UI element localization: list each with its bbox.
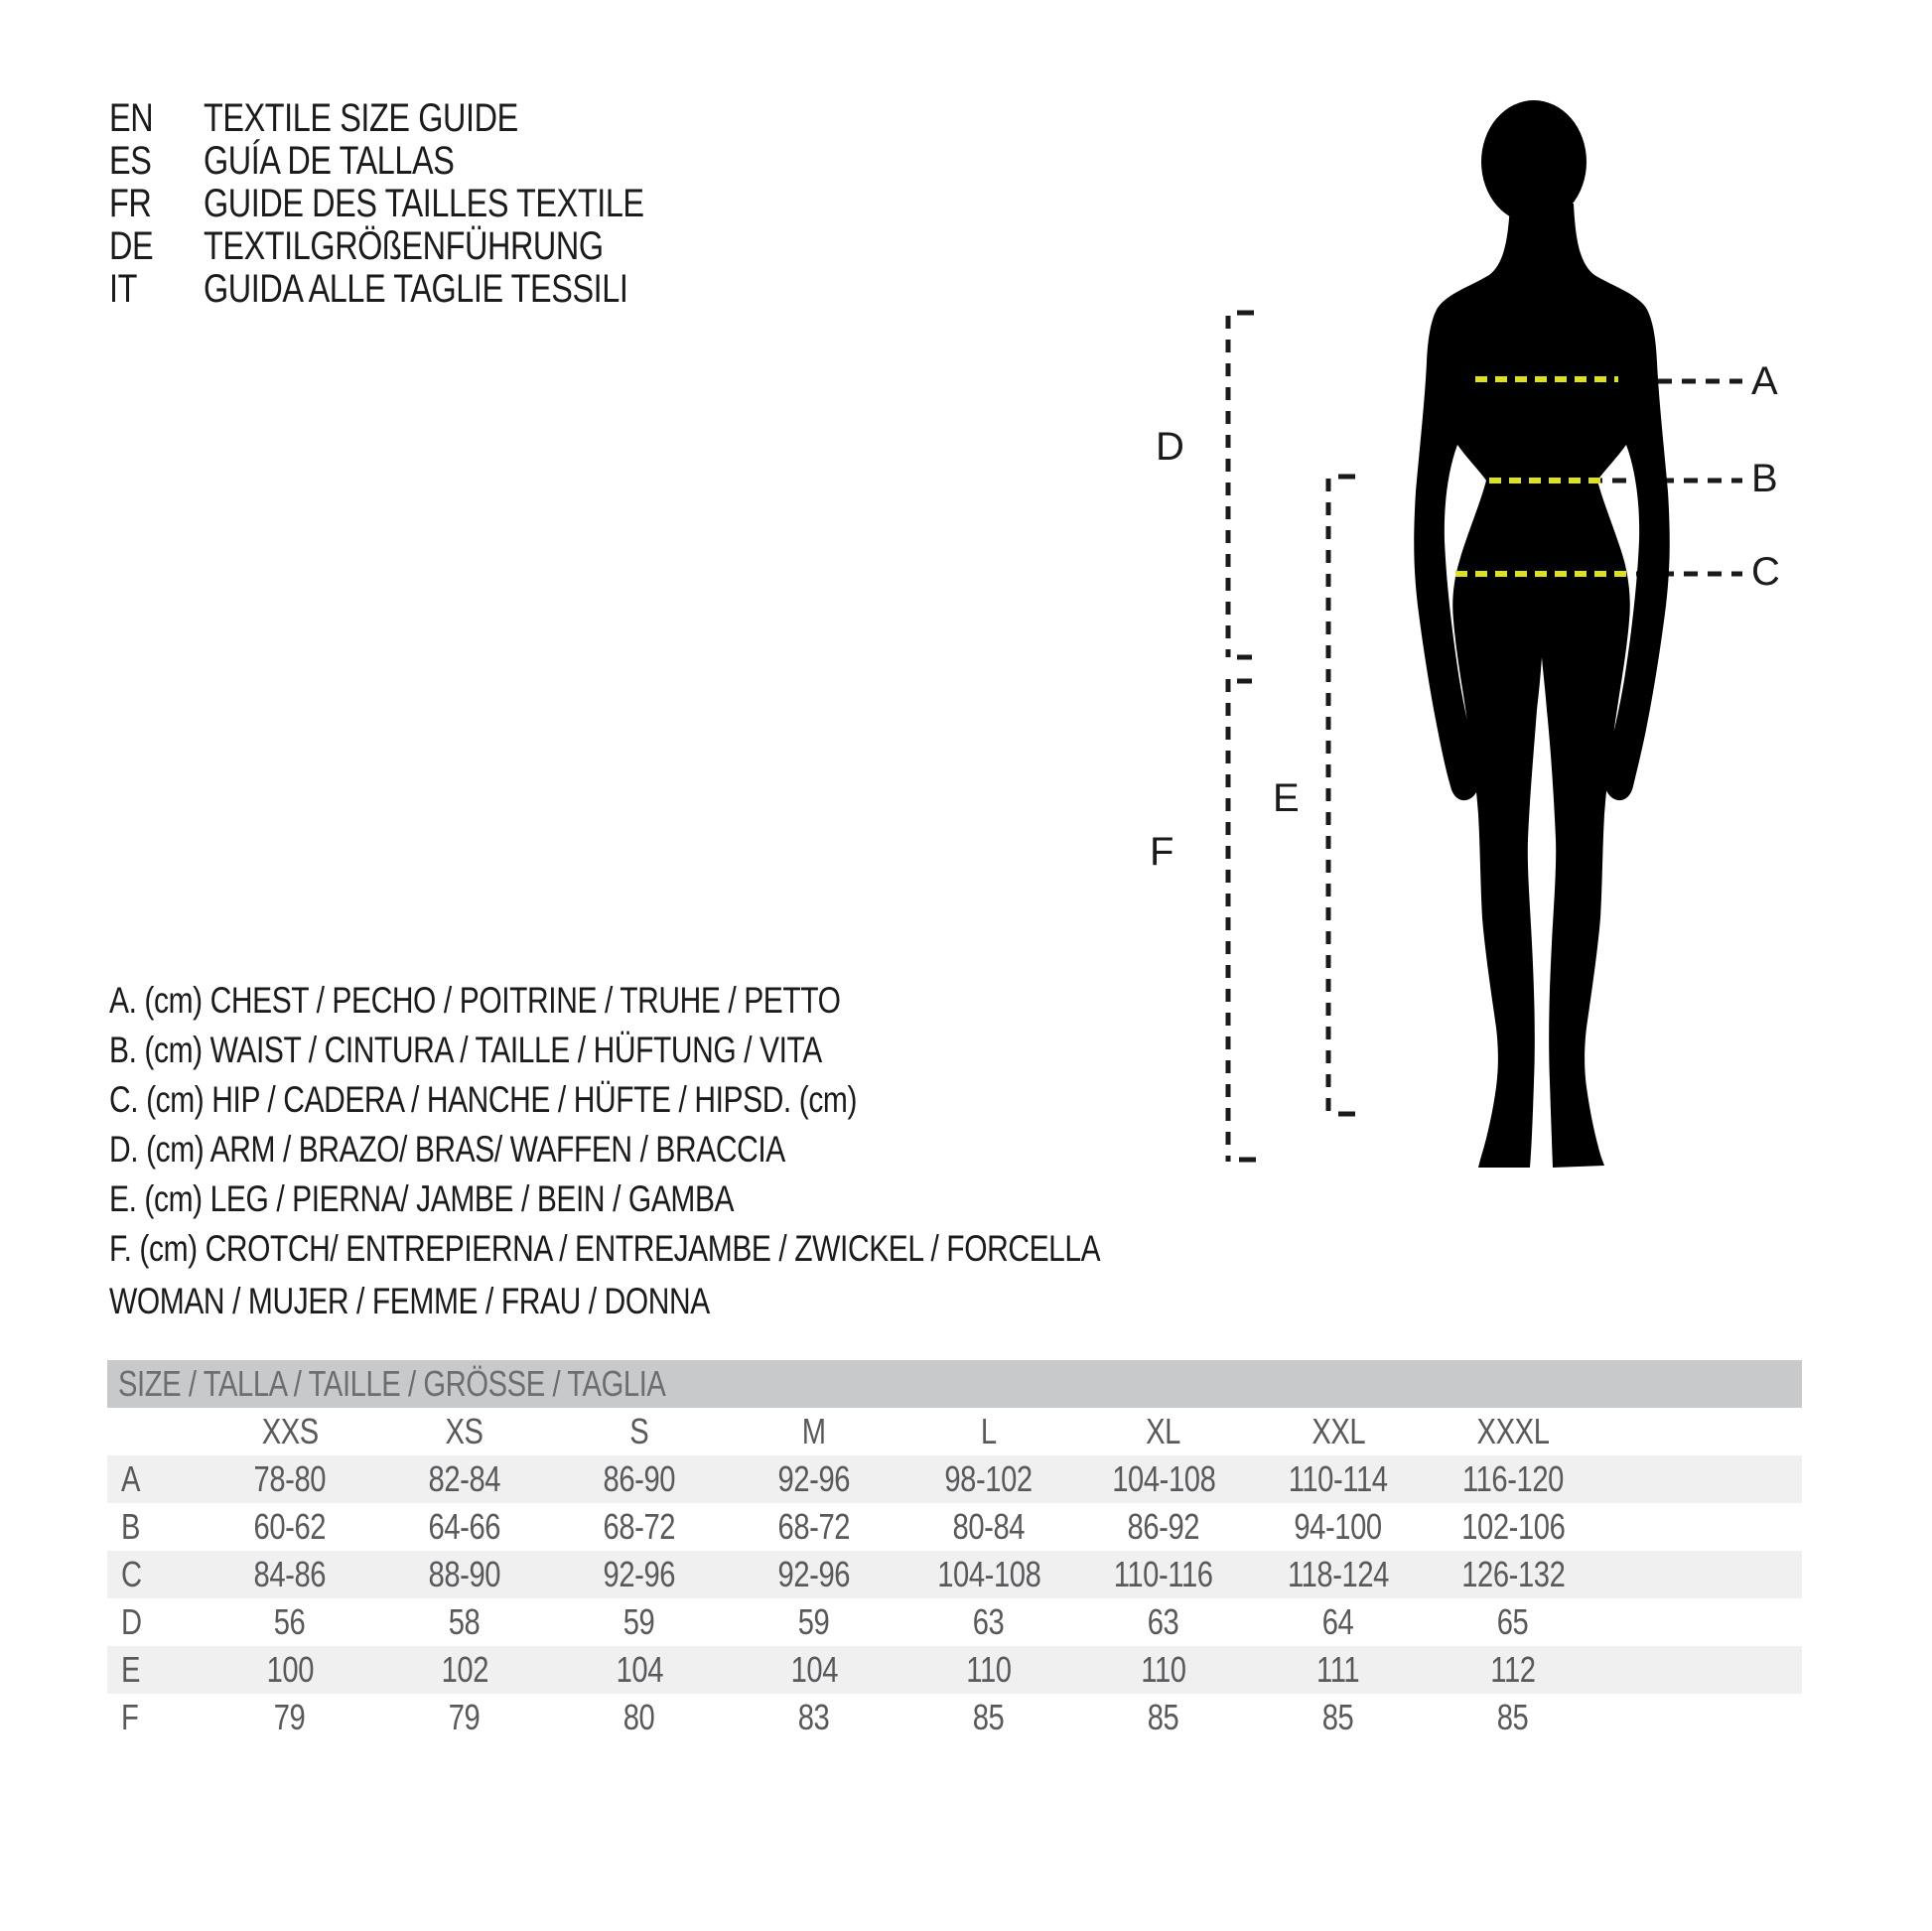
table-row <box>107 1646 1802 1694</box>
size-value-text: 68-72 <box>603 1506 676 1547</box>
size-value-cell <box>727 1694 901 1741</box>
column-header-text: XXL <box>1311 1411 1365 1451</box>
size-value-cell <box>377 1598 552 1646</box>
label-chest: A <box>1751 359 1778 403</box>
column-header-text: M <box>802 1411 826 1451</box>
size-value-cell <box>727 1551 901 1598</box>
row-label-text: D <box>121 1601 142 1642</box>
legend-item-text: A. (cm) CHEST / PECHO / POITRINE / TRUHE / PETTO <box>109 980 841 1021</box>
table-row <box>107 1598 1802 1646</box>
column-header-text: S <box>629 1411 649 1451</box>
size-value-cell <box>1251 1503 1426 1551</box>
size-value-text: 65 <box>1497 1601 1529 1642</box>
language-title: TEXTILE SIZE GUIDE <box>204 96 518 140</box>
row-label-text: F <box>121 1697 139 1737</box>
size-value-cell <box>1426 1455 1600 1503</box>
size-value-cell <box>377 1503 552 1551</box>
size-value-text: 110 <box>966 1649 1012 1690</box>
size-value-cell <box>901 1455 1076 1503</box>
column-header-text: XXS <box>261 1411 319 1451</box>
table-row <box>107 1694 1802 1741</box>
size-table-body <box>107 1455 1802 1741</box>
size-value-cell <box>203 1598 377 1646</box>
size-value-text: 56 <box>274 1601 306 1642</box>
language-title: TEXTILGRÖßENFÜHRUNG <box>204 224 604 268</box>
size-table <box>107 1360 1802 1741</box>
size-value-cell <box>727 1598 901 1646</box>
size-value-text: 68-72 <box>777 1506 851 1547</box>
size-value-cell <box>1426 1598 1600 1646</box>
size-value-cell <box>1076 1646 1251 1694</box>
language-code: ES <box>109 139 152 183</box>
row-label <box>107 1694 203 1741</box>
size-value-cell <box>1251 1455 1426 1503</box>
legend-item-text: B. (cm) WAIST / CINTURA / TAILLE / HÜFTUNG / VITA <box>109 1030 822 1070</box>
language-code: EN <box>109 96 154 140</box>
language-code: DE <box>109 224 154 268</box>
row-label <box>107 1503 203 1551</box>
size-value-cell <box>203 1455 377 1503</box>
audience-line <box>109 1282 851 1321</box>
size-value-cell <box>377 1646 552 1694</box>
size-value-text: 85 <box>1148 1697 1179 1737</box>
header-empty-cell <box>107 1408 203 1455</box>
size-value-text: 79 <box>449 1697 481 1737</box>
row-label <box>107 1551 203 1598</box>
size-value-cell <box>1076 1551 1251 1598</box>
size-value-cell <box>901 1503 1076 1551</box>
size-value-text: 110 <box>1141 1649 1186 1690</box>
size-value-text: 94-100 <box>1294 1506 1383 1547</box>
legend-item-text: D. (cm) ARM / BRAZO/ BRAS/ WAFFEN / BRACCIA <box>109 1129 785 1170</box>
audience-text: WOMAN / MUJER / FEMME / FRAU / DONNA <box>109 1281 710 1321</box>
size-value-cell <box>552 1646 727 1694</box>
column-header-text: XL <box>1146 1411 1181 1451</box>
label-leg: E <box>1273 776 1300 820</box>
size-value-text: 116-120 <box>1461 1458 1565 1499</box>
size-value-cell <box>377 1455 552 1503</box>
row-label-text: C <box>121 1554 142 1594</box>
size-value-cell <box>727 1646 901 1694</box>
legend-item-text: C. (cm) HIP / CADERA / HANCHE / HÜFTE / HIPSD. (cm) <box>109 1079 858 1120</box>
size-value-cell <box>203 1646 377 1694</box>
size-value-text: 80-84 <box>952 1506 1026 1547</box>
size-value-cell <box>1251 1694 1426 1741</box>
language-title: GUIDA ALLE TAGLIE TESSILI <box>204 267 628 311</box>
size-value-text: 98-102 <box>944 1458 1034 1499</box>
size-value-cell <box>552 1694 727 1741</box>
size-value-text: 100 <box>266 1649 314 1690</box>
table-row <box>107 1503 1802 1551</box>
size-value-cell <box>552 1455 727 1503</box>
size-value-cell <box>203 1694 377 1741</box>
column-header <box>1251 1408 1426 1455</box>
woman-silhouette <box>1414 100 1669 1168</box>
size-value-text: 64 <box>1322 1601 1354 1642</box>
legend-item <box>109 1125 1332 1174</box>
size-value-cell <box>552 1503 727 1551</box>
size-value-cell <box>727 1503 901 1551</box>
size-value-text: 59 <box>623 1601 655 1642</box>
size-value-cell <box>1426 1503 1600 1551</box>
size-value-cell <box>1251 1646 1426 1694</box>
language-title: GUIDE DES TAILLES TEXTILE <box>204 182 644 225</box>
size-value-text: 63 <box>973 1601 1005 1642</box>
label-hip: C <box>1751 550 1780 594</box>
size-value-cell <box>377 1694 552 1741</box>
size-value-text: 104-108 <box>936 1554 1041 1594</box>
label-crotch: F <box>1150 830 1174 874</box>
column-header <box>1426 1408 1600 1455</box>
size-value-cell <box>901 1551 1076 1598</box>
size-value-text: 85 <box>973 1697 1005 1737</box>
row-label-text: B <box>121 1506 141 1547</box>
row-label-text: E <box>121 1649 141 1690</box>
size-value-text: 118-124 <box>1287 1554 1390 1594</box>
size-value-cell <box>1076 1455 1251 1503</box>
size-value-text: 59 <box>798 1601 830 1642</box>
size-value-text: 80 <box>623 1697 655 1737</box>
size-value-cell <box>1251 1598 1426 1646</box>
size-value-cell <box>1426 1646 1600 1694</box>
legend-item <box>109 1174 1332 1224</box>
column-header-text: XS <box>445 1411 484 1451</box>
size-value-cell <box>552 1551 727 1598</box>
size-value-text: 85 <box>1322 1697 1354 1737</box>
size-value-cell <box>901 1598 1076 1646</box>
column-header <box>552 1408 727 1455</box>
size-value-text: 86-92 <box>1127 1506 1200 1547</box>
size-value-text: 92-96 <box>777 1458 851 1499</box>
row-label <box>107 1646 203 1694</box>
legend-item <box>109 976 1332 1026</box>
row-label <box>107 1598 203 1646</box>
column-header <box>203 1408 377 1455</box>
size-value-cell <box>203 1503 377 1551</box>
size-value-cell <box>203 1551 377 1598</box>
size-value-text: 83 <box>798 1697 830 1737</box>
row-label <box>107 1455 203 1503</box>
size-value-text: 85 <box>1497 1697 1529 1737</box>
size-value-text: 63 <box>1148 1601 1179 1642</box>
size-table-title: SIZE / TALLA / TAILLE / GRÖSSE / TAGLIA <box>118 1363 666 1404</box>
size-value-text: 58 <box>449 1601 481 1642</box>
label-waist: B <box>1751 457 1778 500</box>
size-value-cell <box>1426 1551 1600 1598</box>
row-label-text: A <box>121 1458 141 1499</box>
legend-item <box>109 1075 1332 1125</box>
size-value-text: 86-90 <box>603 1458 676 1499</box>
size-value-cell <box>727 1455 901 1503</box>
size-value-text: 102 <box>441 1649 488 1690</box>
measurement-legend <box>109 976 1332 1274</box>
label-arm: D <box>1156 425 1184 469</box>
column-header <box>377 1408 552 1455</box>
language-code: IT <box>109 267 137 311</box>
size-table-title-bar <box>107 1360 1802 1408</box>
size-value-text: 79 <box>274 1697 306 1737</box>
language-title: GUÍA DE TALLAS <box>204 139 455 183</box>
legend-item-text: F. (cm) CROTCH/ ENTREPIERNA / ENTREJAMBE / ZWICKEL / FORCELLA <box>109 1228 1101 1269</box>
table-row <box>107 1455 1802 1503</box>
legend-item <box>109 1026 1332 1075</box>
size-value-text: 104-108 <box>1111 1458 1216 1499</box>
size-value-text: 126-132 <box>1460 1554 1566 1594</box>
size-value-cell <box>377 1551 552 1598</box>
size-value-cell <box>901 1646 1076 1694</box>
size-value-text: 112 <box>1490 1649 1536 1690</box>
size-value-text: 82-84 <box>428 1458 501 1499</box>
size-value-text: 111 <box>1316 1649 1360 1690</box>
size-value-text: 88-90 <box>428 1554 501 1594</box>
column-header-text: L <box>981 1411 997 1451</box>
size-value-text: 84-86 <box>253 1554 327 1594</box>
size-value-text: 102-106 <box>1460 1506 1566 1547</box>
size-value-text: 64-66 <box>428 1506 501 1547</box>
size-value-text: 92-96 <box>603 1554 676 1594</box>
column-header <box>901 1408 1076 1455</box>
language-code: FR <box>109 182 152 225</box>
size-value-cell <box>1076 1598 1251 1646</box>
column-header-text: XXXL <box>1476 1411 1550 1451</box>
size-value-cell <box>1426 1694 1600 1741</box>
size-value-text: 78-80 <box>253 1458 327 1499</box>
size-table-header-row <box>107 1408 1802 1455</box>
size-value-text: 92-96 <box>777 1554 851 1594</box>
size-value-text: 104 <box>790 1649 838 1690</box>
legend-item-text: E. (cm) LEG / PIERNA/ JAMBE / BEIN / GAMBA <box>109 1178 735 1219</box>
size-value-text: 110-116 <box>1114 1554 1213 1594</box>
table-row <box>107 1551 1802 1598</box>
size-value-cell <box>1251 1551 1426 1598</box>
column-header <box>727 1408 901 1455</box>
size-value-text: 110-114 <box>1289 1458 1388 1499</box>
legend-item <box>109 1224 1332 1274</box>
size-value-text: 104 <box>616 1649 663 1690</box>
size-value-cell <box>552 1598 727 1646</box>
column-header <box>1076 1408 1251 1455</box>
size-value-text: 60-62 <box>253 1506 327 1547</box>
size-value-cell <box>1076 1503 1251 1551</box>
size-value-cell <box>901 1694 1076 1741</box>
size-value-cell <box>1076 1694 1251 1741</box>
